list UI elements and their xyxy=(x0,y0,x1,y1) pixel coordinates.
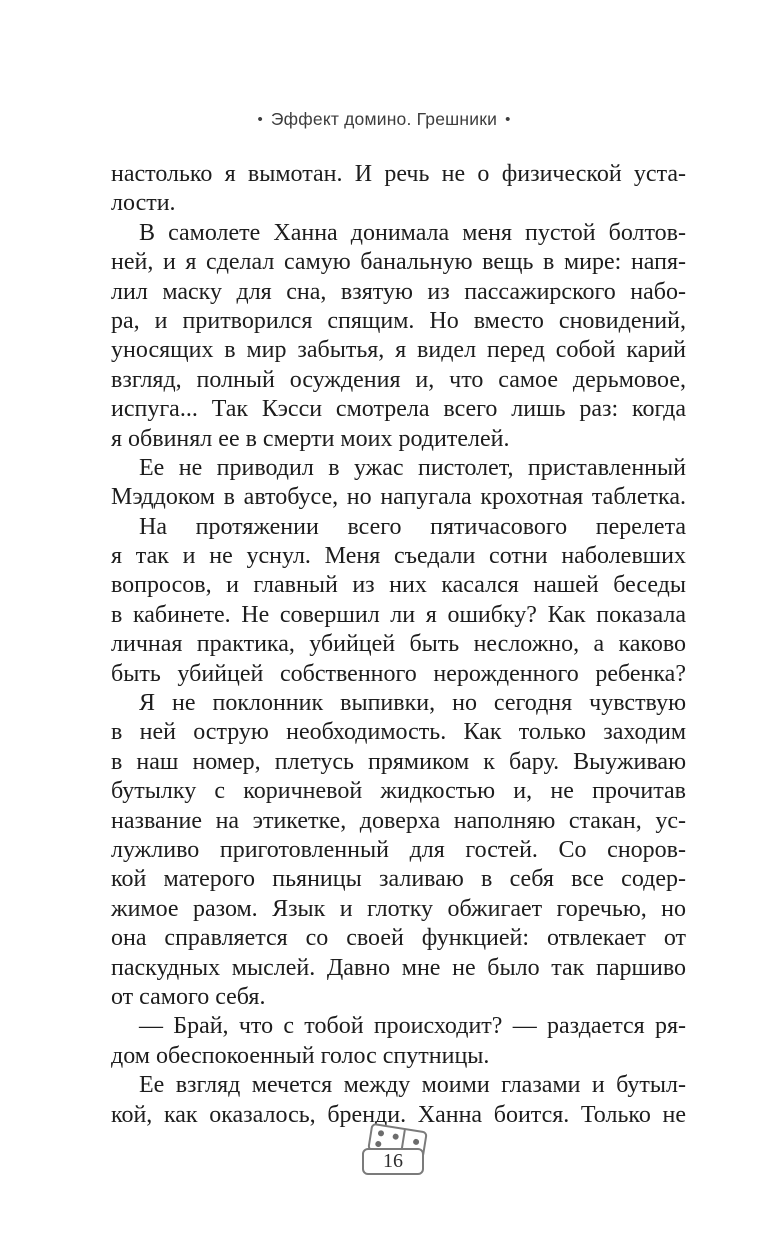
page-text xyxy=(111,160,686,1130)
book-title: Эффект домино. Грешники xyxy=(270,109,498,129)
text-line: в наш номер, плетусь прямиком к бару. Выуживаю xyxy=(111,748,686,775)
text-line: быть убийцей собственного нерожденного ребенка? xyxy=(111,660,686,687)
text-line: настолько я вымотан. И речь не о физической уста- xyxy=(111,161,686,187)
domino-dot-icon xyxy=(378,1130,385,1137)
text-line: паскудных мыслей. Давно мне не было так паршиво xyxy=(111,954,686,981)
text-line: На протяжении всего пятичасового перелета xyxy=(139,513,686,540)
text-line: Ее взгляд мечется между моими глазами и бутыл- xyxy=(139,1072,686,1099)
text-line: кой матерого пьяницы заливаю в себя все содер- xyxy=(111,866,686,893)
text-line: от самого себя. xyxy=(111,983,266,1010)
bullet-icon: • xyxy=(505,111,511,128)
text-line: название на этикетке, доверха наполняю стакан, ус- xyxy=(111,807,686,834)
text-line: лил маску для сна, взятую из пассажирского набо- xyxy=(111,278,686,305)
page-number: 16 xyxy=(362,1148,424,1175)
text-line: испуга... Так Кэсси смотрела всего лишь раз: когда xyxy=(111,396,686,423)
text-line: я так и не уснул. Меня съедали сотни наболевших xyxy=(111,543,686,570)
bullet-icon: • xyxy=(257,111,263,128)
text-line: личная практика, убийцей быть несложно, а каково xyxy=(111,631,686,658)
text-line: Мэддоком в автобусе, но напугала крохотная таблетка. xyxy=(111,484,686,511)
text-line: в ней острую необходимость. Как только заходим xyxy=(111,719,686,746)
text-line: жимое разом. Язык и глотку обжигает горечью, но xyxy=(111,895,686,922)
text-line: вопросов, и главный из них касался нашей беседы xyxy=(111,572,686,599)
text-line: Ее не приводил в ужас пистолет, приставленный xyxy=(139,454,686,481)
text-line: ней, и я сделал самую банальную вещь в мире: напя- xyxy=(111,249,686,276)
text-line: лости. xyxy=(111,190,176,217)
text-line: она справляется со своей функцией: отвлекает от xyxy=(111,925,686,952)
text-line: В самолете Ханна донимала меня пустой болтов- xyxy=(139,219,686,246)
text-line: кой, как оказалось, бренди. Ханна боится. Только не xyxy=(111,1101,686,1128)
text-line: в кабинете. Не совершил ли я ошибку? Как показала xyxy=(111,601,686,628)
text-line: я обвинял ее в смерти моих родителей. xyxy=(111,425,510,452)
text-line: лужливо приготовленный для гостей. Со сноров- xyxy=(111,836,686,863)
text-line: Я не поклонник выпивки, но сегодня чувствую xyxy=(139,690,686,717)
text-line: дом обеспокоенный голос спутницы. xyxy=(111,1042,490,1069)
domino-dot-icon xyxy=(392,1133,399,1140)
text-line: бутылку с коричневой жидкостью и, не прочитав xyxy=(111,778,686,805)
text-line: ра, и притворился спящим. Но вместо сновидений, xyxy=(111,307,686,334)
domino-dot-icon xyxy=(375,1141,382,1148)
page-footer xyxy=(352,1126,436,1180)
running-head xyxy=(0,107,768,132)
text-line: — Брай, что с тобой происходит? — раздается ря- xyxy=(139,1013,686,1040)
domino-dot-icon xyxy=(413,1138,420,1145)
text-line: взгляд, полный осуждения и, что самое дерьмовое, xyxy=(111,366,686,393)
text-line: уносящих в мир забытья, я видел перед собой карий xyxy=(111,337,686,364)
